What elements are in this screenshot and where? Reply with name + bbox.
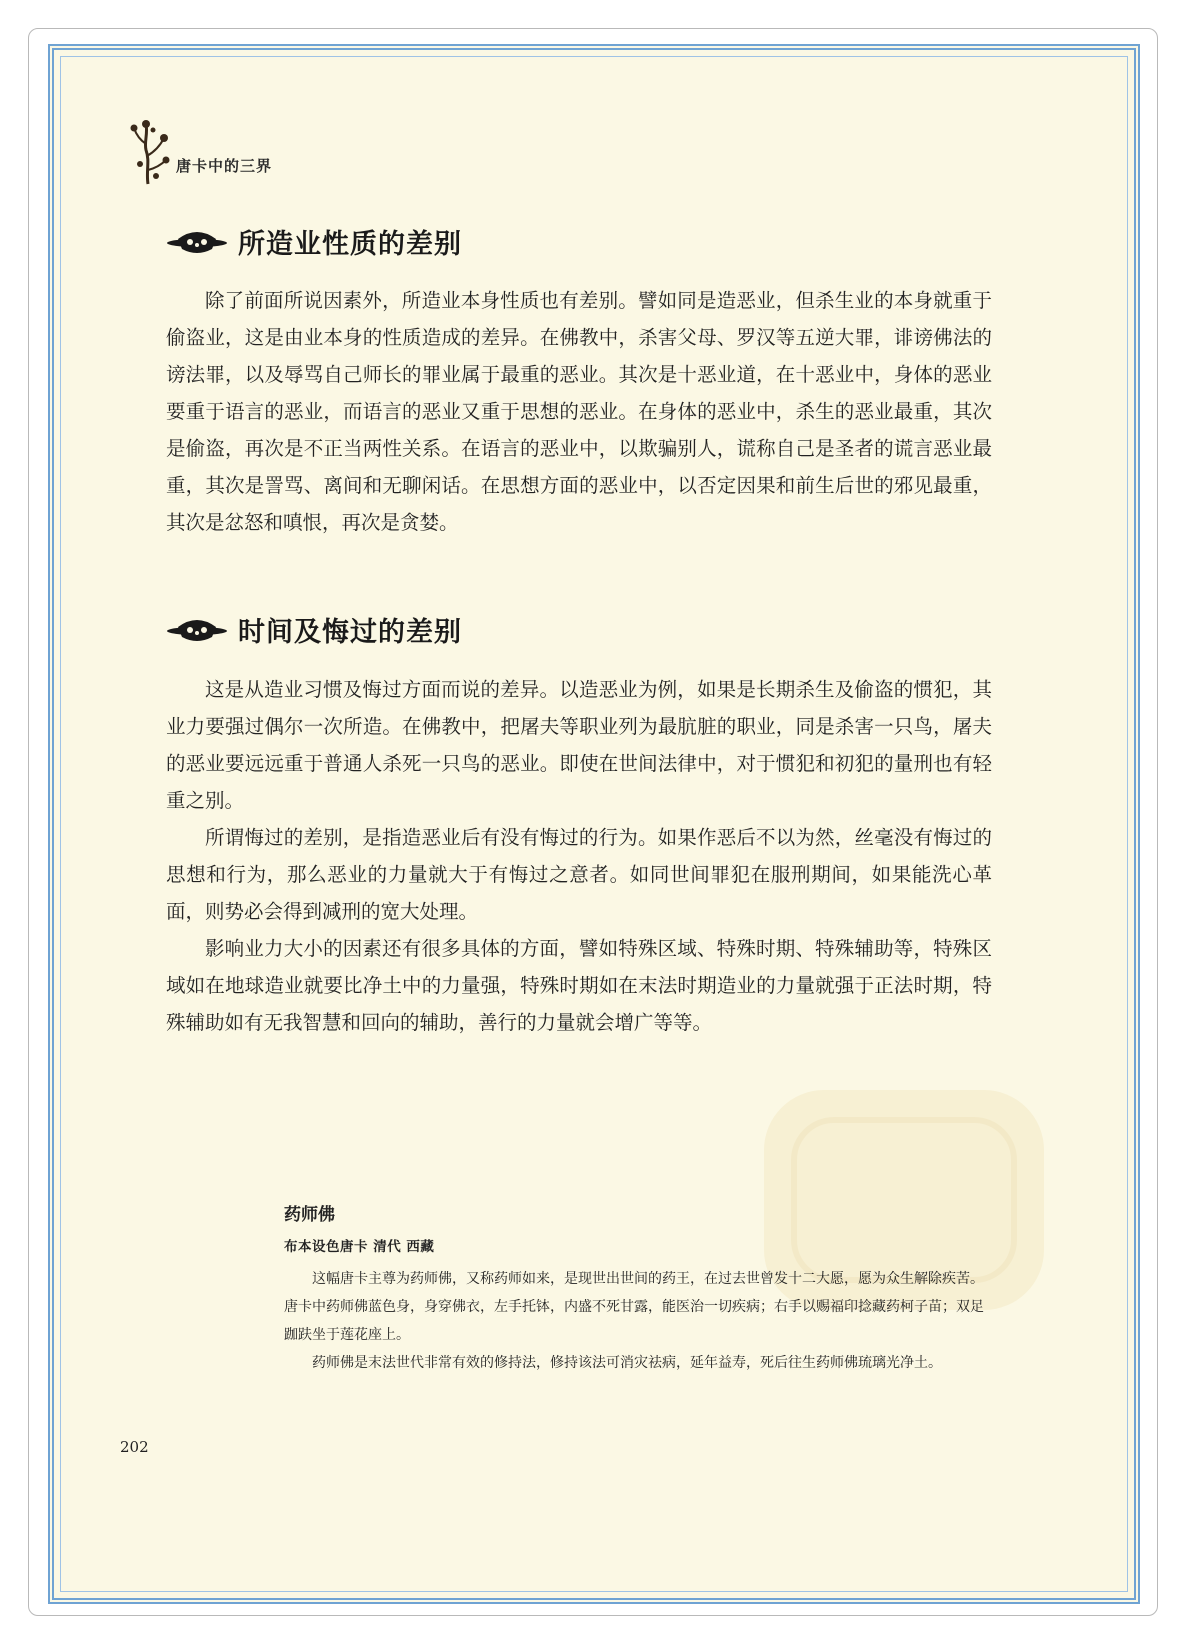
section-1-body xyxy=(166,282,992,541)
paragraph: 影响业力大小的因素还有很多具体的方面，譬如特殊区域、特殊时期、特殊辅助等，特殊区域如在地球造业就要比净土中的力量强，特殊时期如在末法时期造业的力量就强于正法时期，特殊辅助如有无我智慧和回向的辅助，善行的力量就会增广等等。 xyxy=(166,937,992,1034)
section-heading: 所造业性质的差别 xyxy=(238,229,462,260)
plum-branch-icon xyxy=(126,116,172,186)
section-title-2 xyxy=(166,610,462,649)
caption-body xyxy=(284,1265,984,1377)
page-number: 202 xyxy=(120,1438,149,1456)
section-heading: 时间及悔过的差别 xyxy=(238,617,462,648)
bowl-ornament-icon xyxy=(166,615,228,645)
image-caption xyxy=(284,1200,984,1377)
section-2-body xyxy=(166,671,992,1041)
caption-paragraph: 这幅唐卡主尊为药师佛，又称药师如来，是现世出世间的药王，在过去世曾发十二大愿，愿为众生解除疾苦。唐卡中药师佛蓝色身，身穿佛衣，左手托钵，内盛不死甘露，能医治一切疾病；右手以赐福印捻藏药柯子苗；双足跏趺坐于莲花座上。 xyxy=(284,1271,984,1343)
paragraph: 除了前面所说因素外，所造业本身性质也有差别。譬如同是造恶业，但杀生业的本身就重于偷盗业，这是由业本身的性质造成的差异。在佛教中，杀害父母、罗汉等五逆大罪，诽谤佛法的谤法罪，以及辱骂自己师长的罪业属于最重的恶业。其次是十恶业道，在十恶业中，身体的恶业要重于语言的恶业，而语言的恶业又重于思想的恶业。在身体的恶业中，杀生的恶业最重，其次是偷盗，再次是不正当两性关系。在语言的恶业中，以欺骗别人，谎称自己是圣者的谎言恶业最重，其次是詈骂、离间和无聊闲话。在思想方面的恶业中，以否定因果和前生后世的邪见最重，其次是忿怒和嗔恨，再次是贪婪。 xyxy=(166,289,992,534)
paragraph: 所谓悔过的差别，是指造恶业后有没有悔过的行为。如果作恶后不以为然，丝毫没有悔过的思想和行为，那么恶业的力量就大于有悔过之意者。如同世间罪犯在服刑期间，如果能洗心革面，则势必会得到减刑的宽大处理。 xyxy=(166,826,992,923)
caption-title: 药师佛 xyxy=(284,1205,335,1225)
section-title-1 xyxy=(166,222,462,261)
paragraph: 这是从造业习惯及悔过方面而说的差异。以造恶业为例，如果是长期杀生及偷盗的惯犯，其业力要强过偶尔一次所造。在佛教中，把屠夫等职业列为最肮脏的职业，同是杀害一只鸟，屠夫的恶业要远远重于普通人杀死一只鸟的恶业。即使在世间法律中，对于惯犯和初犯的量刑也有轻重之别。 xyxy=(166,678,992,812)
bowl-ornament-icon xyxy=(166,227,228,257)
chapter-title: 唐卡中的三界 xyxy=(176,156,273,175)
page-paper xyxy=(48,44,1140,1604)
caption-subtitle: 布本设色唐卡 清代 西藏 xyxy=(284,1239,435,1255)
chapter-header xyxy=(126,116,272,186)
caption-paragraph: 药师佛是末法世代非常有效的修持法，修持该法可消灾祛病，延年益寿，死后往生药师佛琉璃光净土。 xyxy=(312,1355,942,1371)
